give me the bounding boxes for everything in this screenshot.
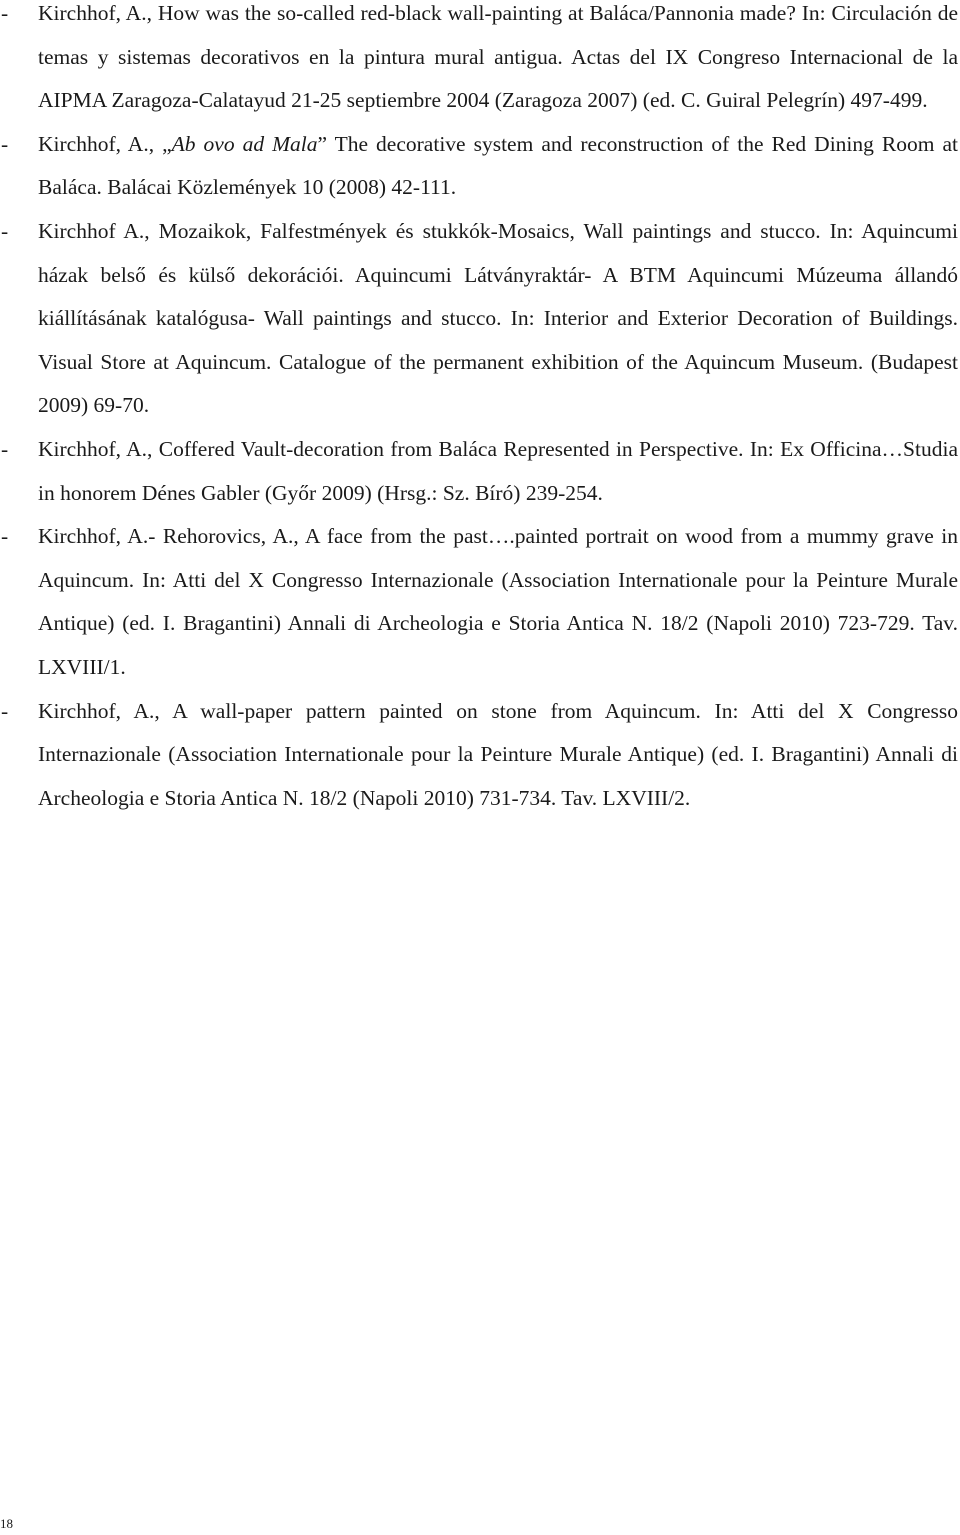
list-bullet: -: [1, 131, 9, 156]
list-bullet: -: [1, 524, 9, 549]
reference-item: [0, 0, 958, 123]
page-number: 18: [0, 1516, 13, 1531]
reference-item: [0, 123, 958, 210]
reference-item: [0, 690, 958, 821]
reference-text: Kirchhof A., Mozaikok, Falfestmények és stukkók-Mosaics, Wall paintings and stucco. In: Aquincumi házak belső és külső dekorációi. Aquincumi Látványraktár- A BTM Aquincumi Múzeuma állandó kiállításának katalógusa- Wall paintings and stucco. In: Interior and Exterior Decoration of Buildings. Visual Store at Aquincum. Catalogue of the permanent exhibition of the Aquincum Museum. (Budapest 2009) 69-70.: [38, 218, 958, 418]
reference-text: Kirchhof, A., A wall-paper pattern painted on stone from Aquincum. In: Atti del X Congresso Internazionale (Association Internationale pour la Peinture Murale Antique) (ed. I. Bragantini) Annali di Archeologia e Storia Antica N. 18/2 (Napoli 2010) 731-734. Tav. LXVIII/2.: [38, 698, 958, 810]
reference-text: Kirchhof, A., Coffered Vault-decoration from Baláca Represented in Perspective. In: Ex Officina…Studia in honorem Dénes Gabler (Győr 2009) (Hrsg.: Sz. Bíró) 239-254.: [38, 436, 958, 505]
reference-item: [0, 428, 958, 515]
reference-item: [0, 515, 958, 689]
list-bullet: -: [1, 218, 9, 243]
reference-text: Kirchhof, A., How was the so-called red-black wall-painting at Baláca/Pannonia made? In: Circulación de temas y sistemas decorativos en la pintura mural antigua. Actas del IX Congreso Internacional de la AIPMA Zaragoza-Calatayud 21-25 septiembre 2004 (Zaragoza 2007) (ed. C. Guiral Pelegrín) 497-499.: [38, 1, 958, 113]
list-bullet: -: [1, 1, 9, 25]
list-bullet: -: [1, 436, 9, 461]
reference-text: Kirchhof, A.- Rehorovics, A., A face from the past….painted portrait on wood from a mummy grave in Aquincum. In: Atti del X Congresso Internazionale (Association Internationale pour la Peinture Murale Antique) (ed. I. Bragantini) Annali di Archeologia e Storia Antica N. 18/2 (Napoli 2010) 723-729. Tav. LXVIII/1.: [38, 524, 958, 679]
reference-item: [0, 210, 958, 428]
reference-text-end: ” The decorative system and reconstruction of the Red Dining Room at Baláca. Balácai Közlemények 10 (2008) 42-111.: [38, 131, 958, 200]
reference-italic-title: Ab ovo ad Mala: [171, 131, 318, 156]
reference-text-start: Kirchhof, A., „: [38, 131, 172, 156]
list-bullet: -: [1, 698, 9, 723]
